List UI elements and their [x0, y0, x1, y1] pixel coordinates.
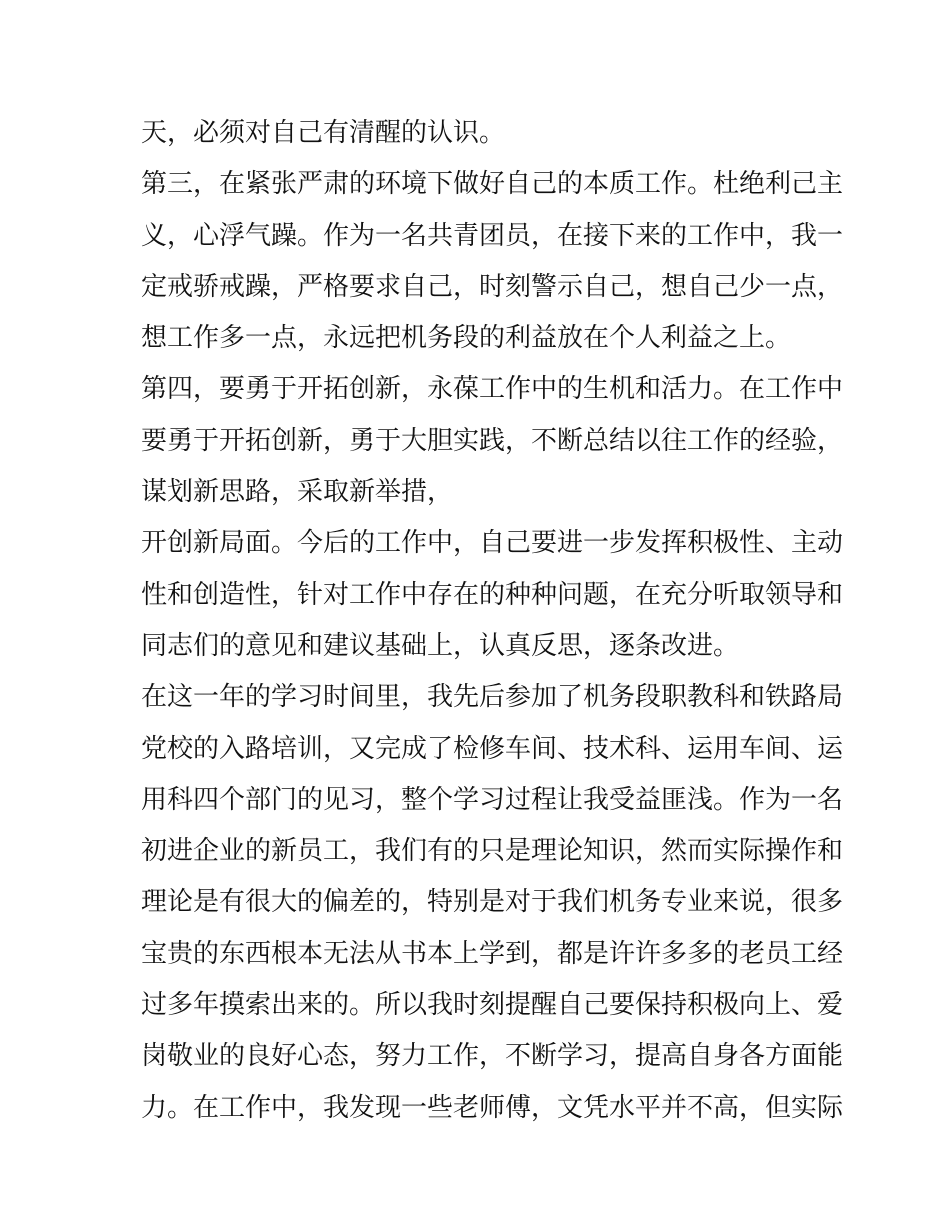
text-line: 想工作多一点，永远把机务段的利益放在个人利益之上。: [141, 323, 792, 354]
text-line: 天，必须对自己有清醒的认识。: [141, 118, 506, 148]
text-line: 理论是有很大的偏差的，特别是对于我们机务专业来说，很多: [141, 887, 844, 918]
text-line: 初进企业的新员工，我们有的只是理论知识，然而实际操作和: [141, 836, 844, 867]
text-line: 同志们的意见和建议基础上，认真反思，逐条改进。: [141, 630, 740, 661]
text-line: 义，心浮气躁。作为一名共青团员，在接下来的工作中，我一: [141, 220, 844, 251]
document-body: [141, 108, 844, 1134]
text-line: 第三，在紧张严肃的环境下做好自己的本质工作。杜绝利己主: [141, 169, 844, 200]
text-line: 宝贵的东西根本无法从书本上学到，都是许许多多的老员工经: [141, 938, 844, 969]
text-line: 用科四个部门的见习，整个学习过程让我受益匪浅。作为一名: [141, 784, 844, 815]
text-line: 定戒骄戒躁，严格要求自己，时刻警示自己，想自己少一点，: [141, 271, 844, 302]
text-line: 岗敬业的良好心态，努力工作，不断学习，提高自身各方面能: [141, 1041, 844, 1072]
text-line: 在这一年的学习时间里，我先后参加了机务段职教科和铁路局: [141, 682, 844, 713]
text-line: 开创新局面。今后的工作中，自己要进一步发挥积极性、主动: [141, 528, 844, 559]
text-line: 第四，要勇于开拓创新，永葆工作中的生机和活力。在工作中: [141, 374, 844, 405]
text-line: 性和创造性，针对工作中存在的种种问题，在充分听取领导和: [141, 579, 844, 610]
text-line: 要勇于开拓创新，勇于大胆实践，不断总结以往工作的经验，: [141, 425, 844, 456]
text-line: 党校的入路培训，又完成了检修车间、技术科、运用车间、运: [141, 733, 844, 764]
text-line: 谋划新思路，采取新举措，: [141, 477, 454, 508]
text-line: 力。在工作中，我发现一些老师傅，文凭水平并不高，但实际: [141, 1092, 844, 1123]
text-line: 过多年摸索出来的。所以我时刻提醒自己要保持积极向上、爱: [141, 990, 844, 1021]
